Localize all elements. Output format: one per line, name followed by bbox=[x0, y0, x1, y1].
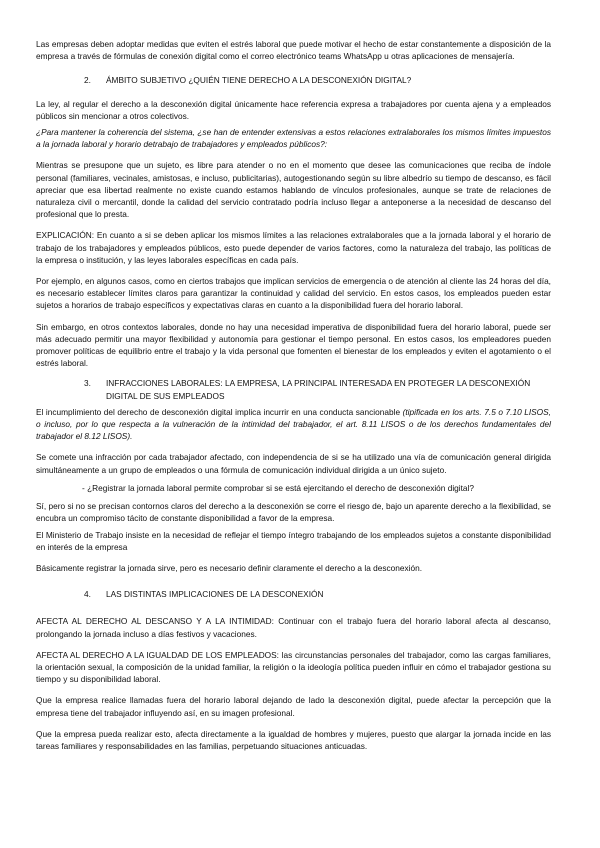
section-3-paragraph-1-citation: (tipificada en los arts. 7.5 o 7.10 LISOS, o incluso, por lo que respecta a la vulneración de la intimidad del trabajador, el art. 8.11 LISOS o de los derechos fundamentales del trabajador el 8.12 LISOS). bbox=[36, 406, 551, 442]
document-page bbox=[36, 38, 551, 756]
section-3-paragraph-3: Sí, pero si no se precisan contornos claros del derecho a la desconexión se corre el riesgo de, bajo un aparente derecho a la flexibilidad, se encubra un compromiso tácito de constante disponibilidad a favor de la empresa. bbox=[36, 501, 551, 524]
intro-paragraph: Las empresas deben adoptar medidas que eviten el estrés laboral que puede motivar el hecho de estar constantemente a disposición de la empresa a través de fórmulas de conexión digital como el correo electrónico teams WhatsApp u otras aplicaciones de mensajería. bbox=[36, 39, 551, 62]
section-2-paragraph-5: Sin embargo, en otros contextos laborales, donde no hay una necesidad imperativa de disponibilidad fuera del horario laboral, puede ser más adecuado permitir una mayor flexibilidad y autonomía para gestionar el tiempo personal. En estos casos, los empleadores pueden promover políticas de equilibrio entre el trabajo y la vida personal que fomenten el bienestar de los empleados y eviten el agotamiento o el estrés laboral. bbox=[36, 321, 551, 369]
section-4-paragraph-3: Que la empresa realice llamadas fuera del horario laboral dejando de lado la desconexión digital, puede afectar la percepción que la empresa tiene del trabajador influyendo así, en su imagen profesional. bbox=[36, 695, 551, 718]
section-3-paragraph-2: Se comete una infracción por cada trabajador afectado, con independencia de si se ha utilizado una vía de comunicación general dirigida simultáneamente a un grupo de empleados o una fórmula de comunicación individual dirigida a un único sujeto. bbox=[36, 452, 551, 475]
section-2-paragraph-2: Mientras se presupone que un sujeto, es libre para atender o no en el momento que desee las comunicaciones que reciba de índole personal (familiares, vecinales, amistosas, e incluso, publicitarias), autogestionando según su libre albedrío su tiempo de descanso, es fácil apreciar que esa libertad realmente no existe cuando estamos hablando de vínculos profesionales, aunque se trate de relaciones de naturaleza civil o mercantil, donde la calidad del servicio contratado podría incluso llegar a anteponerse a la necesidad de descanso del profesional que lo presta. bbox=[36, 160, 551, 220]
section-3-paragraph-5: Básicamente registrar la jornada sirve, pero es necesario definir claramente el derecho a la desconexión. bbox=[36, 562, 423, 573]
section-2-explanation: EXPLICACIÓN: En cuanto a si se deben aplicar los mismos límites a las relaciones extralaborales que a la jornada laboral y el horario de trabajo de los trabajadores y empleados públicos, esto puede depender de varios factores, como la naturaleza del trabajo, las políticas de la empresa o institución, y las leyes laborales específicas en cada país. bbox=[36, 230, 551, 265]
section-4-paragraph-2: AFECTA AL DERECHO A LA IGUALDAD DE LOS EMPLEADOS: las circunstancias personales del trabajador, como las cargas familiares, la orientación sexual, la composición de la unidad familiar, la religión o la ideología política pueden influir en cómo el trabajador gestiona su tiempo y su disponibilidad laboral. bbox=[36, 649, 551, 685]
section-3-heading bbox=[36, 377, 551, 401]
section-3-paragraph-1 bbox=[36, 406, 551, 443]
section-2-title: ÁMBITO SUBJETIVO ¿QUIÉN TIENE DERECHO A LA DESCONEXIÓN DIGITAL? bbox=[106, 75, 412, 86]
section-3-paragraph-1-main: El incumplimiento del derecho de desconexión digital implica incurrir en una conducta sancionable bbox=[36, 406, 403, 417]
section-2-paragraph-4: Por ejemplo, en algunos casos, como en ciertos trabajos que implican servicios de emergencia o de atención al cliente las 24 horas del día, es necesario establecer límites claros para garantizar la continuidad y calidad del servicio. En estos casos, los empleados pueden estar sujetos a horarios de trabajo específicos y expectativas claras en cuanto a la disponibilidad fuera del horario laboral. bbox=[36, 276, 551, 311]
section-3-title: INFRACCIONES LABORALES: LA EMPRESA, LA PRINCIPAL INTERESADA EN PROTEGER LA DESCONEXIÓN DIGITAL DE SUS EMPLEADOS bbox=[106, 378, 531, 401]
section-4-paragraph-4: Que la empresa pueda realizar esto, afecta directamente a la igualdad de hombres y mujeres, puesto que alargar la jornada incide en las tareas familiares y responsabilidades en las familias, perpetuando situaciones anticuadas. bbox=[36, 728, 551, 751]
section-2-number: 2. bbox=[84, 75, 91, 86]
section-4-title: LAS DISTINTAS IMPLICACIONES DE LA DESCONEXIÓN bbox=[106, 589, 324, 600]
section-2-question: ¿Para mantener la coherencia del sistema, ¿se han de entender extensivas a estos relaciones extralaborales los mismos límites impuestos a la jornada laboral y horario detrabajo de trabajadores y empleados públicos?: bbox=[36, 127, 551, 150]
section-4-paragraph-1: AFECTA AL DERECHO AL DESCANSO Y A LA INTIMIDAD: Continuar con el trabajo fuera del horario laboral afecta al descanso, prolongando la jornada incluso a días festivos y vacaciones. bbox=[36, 616, 551, 639]
section-4-heading bbox=[36, 588, 551, 600]
section-3-question: - ¿Registrar la jornada laboral permite comprobar si se está ejercitando el derecho de desconexión digital? bbox=[82, 482, 475, 493]
section-4-number: 4. bbox=[84, 589, 91, 600]
section-3-paragraph-4: El Ministerio de Trabajo insiste en la necesidad de reflejar el tiempo íntegro trabajando de los empleados sujetos a constante disponibilidad en interés de la empresa bbox=[36, 529, 551, 552]
section-2-heading bbox=[36, 74, 551, 86]
section-3-number: 3. bbox=[84, 378, 91, 389]
section-2-paragraph-1: La ley, al regular el derecho a la desconexión digital únicamente hace referencia expresa a trabajadores por cuenta ajena y a empleados públicos sin mencionar a otros colectivos. bbox=[36, 98, 551, 121]
